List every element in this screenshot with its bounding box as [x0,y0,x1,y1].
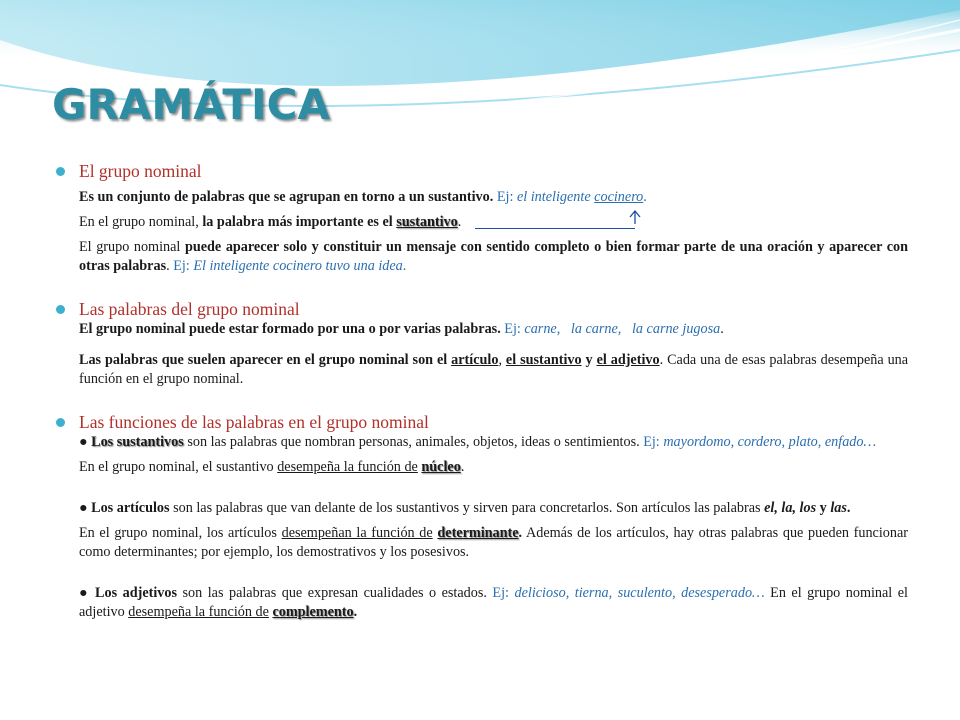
bullet-icon [56,305,65,314]
text: Además de los artículos, hay otras palabras que pueden funcionar como determinantes; por ejemplo, los demostrativos y los posesivos. [79,525,923,560]
text: son las palabras que van delante de los sustantivos y sirven para concretarlos. Son artículos las palabras [173,500,761,516]
bullet-icon [56,167,65,176]
text-bold: puede aparecer solo y constituir un mensaje con sentido completo o bien formar parte de una oración y aparecer con otras palabras [79,239,909,274]
slide-content [56,160,923,622]
arrow-line-icon [475,216,635,229]
text: . Cada una de esas palabras desempeña una función en el grupo nominal. [79,352,909,387]
section-heading-funciones [56,411,908,433]
paragraph-aparicion [79,238,908,276]
section-heading-palabras [56,298,908,320]
keyword-nucleo: núcleo [421,459,461,475]
term-articulos: Los artículos [91,500,170,516]
punct: , [498,352,502,368]
paragraph-palabras [79,351,908,389]
text-underlined: desempeña la función de [128,604,269,620]
paragraph-articulos [79,499,908,518]
text-bold: El grupo nominal puede estar formado por una o por varias palabras. [79,321,501,337]
text: y [585,352,593,368]
punct: . [402,258,407,274]
example-label: Ej: [496,189,514,205]
term-adjetivos: Los adjetivos [95,585,177,601]
paragraph-nucleo [79,213,908,232]
text: En el grupo nominal, el sustantivo [79,459,274,475]
keyword-sustantivo: sustantivo [396,214,458,230]
paragraph-sustantivos [79,433,908,452]
article-list: el, la, los [764,500,817,516]
text: son las palabras que nombran personas, animales, objetos, ideas o sentimientos. [187,434,640,450]
text-underlined: desempeñan la función de [281,525,433,541]
example-underlined: cocinero [594,189,644,205]
punct: . [846,500,851,516]
example-label: Ej: [504,321,521,337]
keyword-determinante: determinante [437,525,519,541]
bullet-dot-icon: ● [79,500,88,516]
paragraph-nucleo-funcion [79,458,908,477]
heading-text: El grupo nominal [79,161,202,181]
term-sustantivos: Los sustantivos [91,434,184,450]
text-underlined: desempeña la función de [277,459,418,475]
text-bold: la palabra más importante es el [202,214,393,230]
punct: . [353,604,358,620]
text: y [819,500,827,516]
slide-title: GRAMÁTICA [52,80,330,129]
example-text: El inteligente cocinero tuvo una idea [193,258,403,274]
bullet-dot-icon: ● [79,585,90,601]
example-text: mayordomo, cordero, plato, enfado… [663,434,877,450]
bullet-dot-icon: ● [79,434,88,450]
heading-text: Las palabras del grupo nominal [79,299,300,319]
section-heading-grupo-nominal [56,160,908,182]
text-bold: Las palabras que suelen aparecer en el grupo nominal son el [79,352,448,368]
text: En el grupo nominal, los artículos [79,525,277,541]
bullet-icon [56,418,65,427]
example-label: Ej: [643,434,660,450]
punct: . [643,189,647,205]
example-text: el inteligente [516,189,591,205]
punct: . [457,214,462,230]
paragraph-adjetivos [79,584,908,622]
definition-text: Es un conjunto de palabras que se agrupan en torno a un sustantivo. [79,189,494,205]
paragraph-formado [79,320,908,339]
keyword-adjetivo: el adjetivo [596,352,660,368]
article-las: las [830,500,847,516]
text: El grupo nominal [79,239,181,255]
paragraph-determinante [79,524,923,562]
up-arrow-icon [629,210,641,224]
punct: . [460,459,465,475]
text: son las palabras que expresan cualidades o estados. [182,585,487,601]
example-label: Ej: [492,585,509,601]
heading-text: Las funciones de las palabras en el grupo nominal [79,412,429,432]
punct: . [518,525,523,541]
example-text: carne, la carne, la carne jugosa [524,321,721,337]
keyword-articulo: artículo [451,352,499,368]
example-text: delicioso, tierna, suculento, desesperado… [514,585,765,601]
text: En el grupo nominal, [79,214,199,230]
punct: . [720,321,724,337]
keyword-sustantivo: el sustantivo [505,352,582,368]
punct: . [166,258,170,274]
keyword-complemento: complemento [272,604,354,620]
example-label: Ej: [173,258,190,274]
text: En el grupo nominal el adjetivo [79,585,908,620]
paragraph-definition [79,188,908,207]
